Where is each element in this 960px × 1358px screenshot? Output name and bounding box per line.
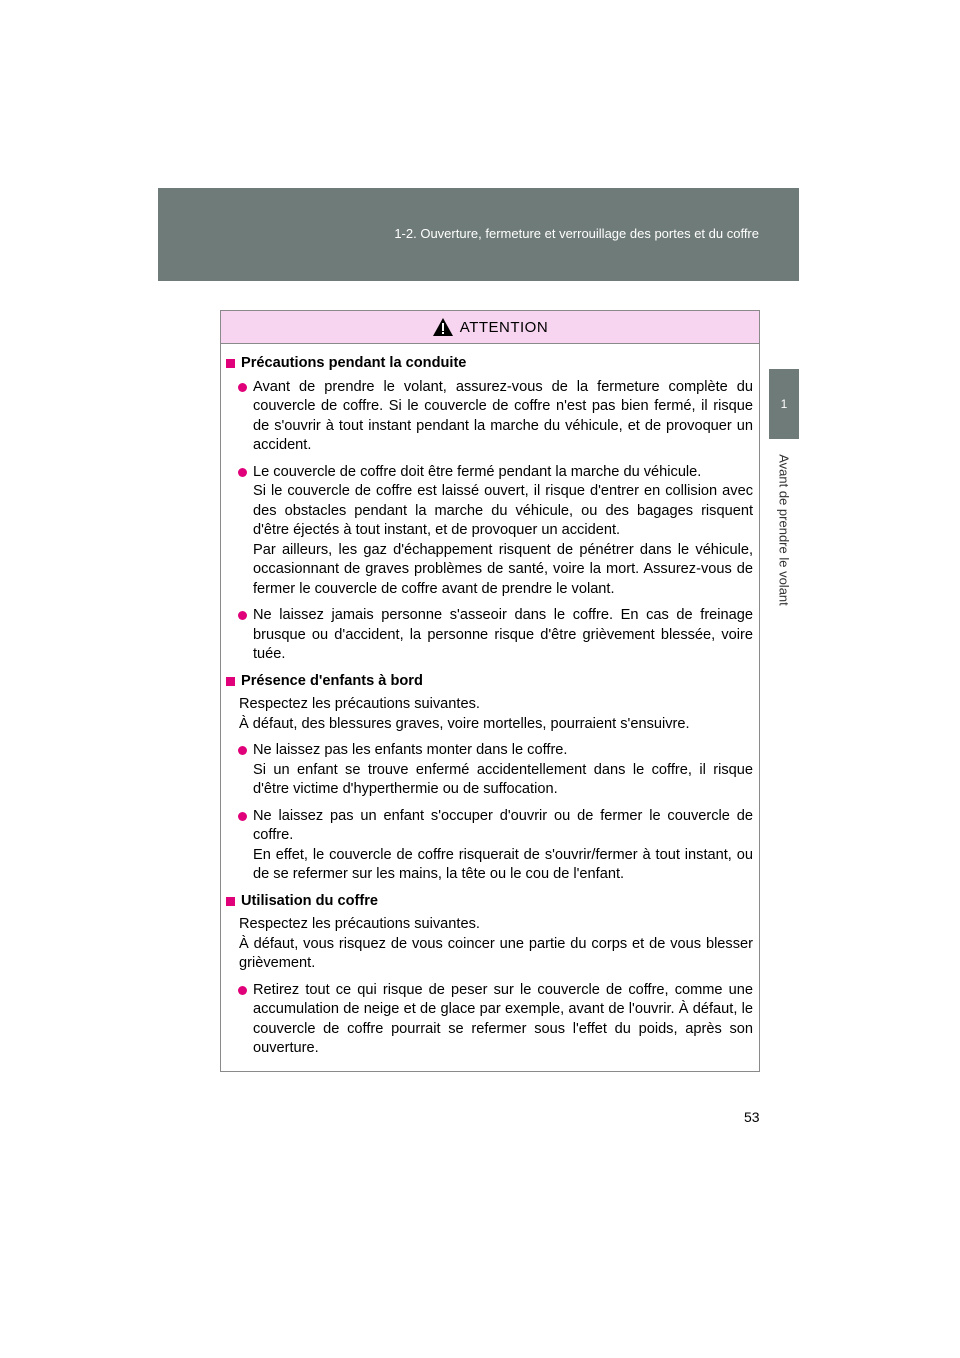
warning-heading-text: ATTENTION xyxy=(459,318,549,336)
intro-paragraph: Respectez les précautions suivantes. xyxy=(239,916,480,932)
section-title xyxy=(225,672,753,692)
warning-section xyxy=(225,892,753,1059)
page-number: 53 xyxy=(744,1109,760,1125)
round-bullet-icon xyxy=(238,746,247,755)
square-bullet-icon xyxy=(226,359,235,368)
section-title-text: Utilisation du coffre xyxy=(241,892,379,909)
bullet-paragraph: Si un enfant se trouve enfermé accidentellement dans le coffre, il risque d'être victime d'hyperthermie ou de suffocation. xyxy=(253,761,753,797)
bullet-item xyxy=(225,463,753,600)
bullet-paragraph: Avant de prendre le volant, assurez-vous de la fermeture complète du couvercle de coffre. Si le couvercle de coffre n'est pas bien fermé, il risque de s'ouvrir à tout instant pendant la marche du véhicule, et de provoquer un accident. xyxy=(253,378,753,453)
chapter-header-title: 1-2. Ouverture, fermeture et verrouillage des portes et du coffre xyxy=(394,226,759,241)
bullet-paragraph: Ne laissez pas un enfant s'occuper d'ouvrir ou de fermer le couvercle de coffre. xyxy=(253,807,753,843)
round-bullet-icon xyxy=(238,468,247,477)
square-bullet-icon xyxy=(226,677,235,686)
round-bullet-icon xyxy=(238,986,247,995)
warning-heading xyxy=(221,311,759,344)
bullet-paragraph: Ne laissez pas les enfants monter dans le coffre. xyxy=(253,742,568,758)
warning-section xyxy=(225,672,753,885)
bullet-paragraph: En effet, le couvercle de coffre risquerait de s'ouvrir/fermer à tout instant, ou de se refermer sur les mains, la tête ou le cou de l'enfant. xyxy=(253,846,753,882)
warning-body xyxy=(221,344,759,1059)
section-intro xyxy=(225,915,753,974)
round-bullet-icon xyxy=(238,383,247,392)
warning-box xyxy=(220,310,760,1072)
intro-paragraph: À défaut, des blessures graves, voire mortelles, pourraient s'ensuivre. xyxy=(239,715,690,732)
bullet-paragraph: Ne laissez jamais personne s'asseoir dans le coffre. En cas de freinage brusque ou d'accident, la personne risque d'être grièvement blessée, voire tuée. xyxy=(253,607,753,662)
intro-paragraph: À défaut, vous risquez de vous coincer une partie du corps et de vous blesser grièvement. xyxy=(239,935,753,971)
bullet-item xyxy=(225,378,753,456)
bullet-paragraph: Si le couvercle de coffre est laissé ouvert, il risque d'entrer en collision avec des obstacles pendant la marche du véhicule, ou des bagages risquent d'être éjectés à tout instant, et de provoquer un accident. xyxy=(253,483,753,538)
section-title xyxy=(225,892,753,912)
section-title-text: Précautions pendant la conduite xyxy=(241,355,467,371)
bullet-paragraph: Le couvercle de coffre doit être fermé pendant la marche du véhicule. xyxy=(253,463,702,480)
round-bullet-icon xyxy=(238,611,247,620)
bullet-item xyxy=(225,606,753,665)
bullet-paragraph: Retirez tout ce qui risque de peser sur le couvercle de coffre, comme une accumulation de neige et de glace par exemple, avant de l'ouvrir. À défaut, le couvercle de coffre pourrait se refermer sous l'effet du poids, après son ouverture. xyxy=(253,981,753,1056)
bullet-item xyxy=(225,981,753,1059)
bullet-item xyxy=(225,807,753,885)
section-intro xyxy=(225,695,753,734)
section-title xyxy=(225,354,753,374)
bullet-paragraph: Par ailleurs, les gaz d'échappement risquent de pénétrer dans le véhicule, occasionnant de graves problèmes de santé, voire la mort. Assurez-vous de fermer le couvercle de coffre avant de prendre le volant. xyxy=(253,541,753,597)
chapter-side-label: Avant de prendre le volant xyxy=(776,454,792,606)
round-bullet-icon xyxy=(238,812,247,821)
chapter-header-band xyxy=(158,188,799,281)
chapter-number-tab: 1 xyxy=(769,369,799,439)
warning-triangle-icon xyxy=(432,317,454,337)
square-bullet-icon xyxy=(226,897,235,906)
intro-paragraph: Respectez les précautions suivantes. xyxy=(239,696,480,712)
warning-section xyxy=(225,354,753,665)
bullet-item xyxy=(225,741,753,800)
section-title-text: Présence d'enfants à bord xyxy=(241,672,423,689)
